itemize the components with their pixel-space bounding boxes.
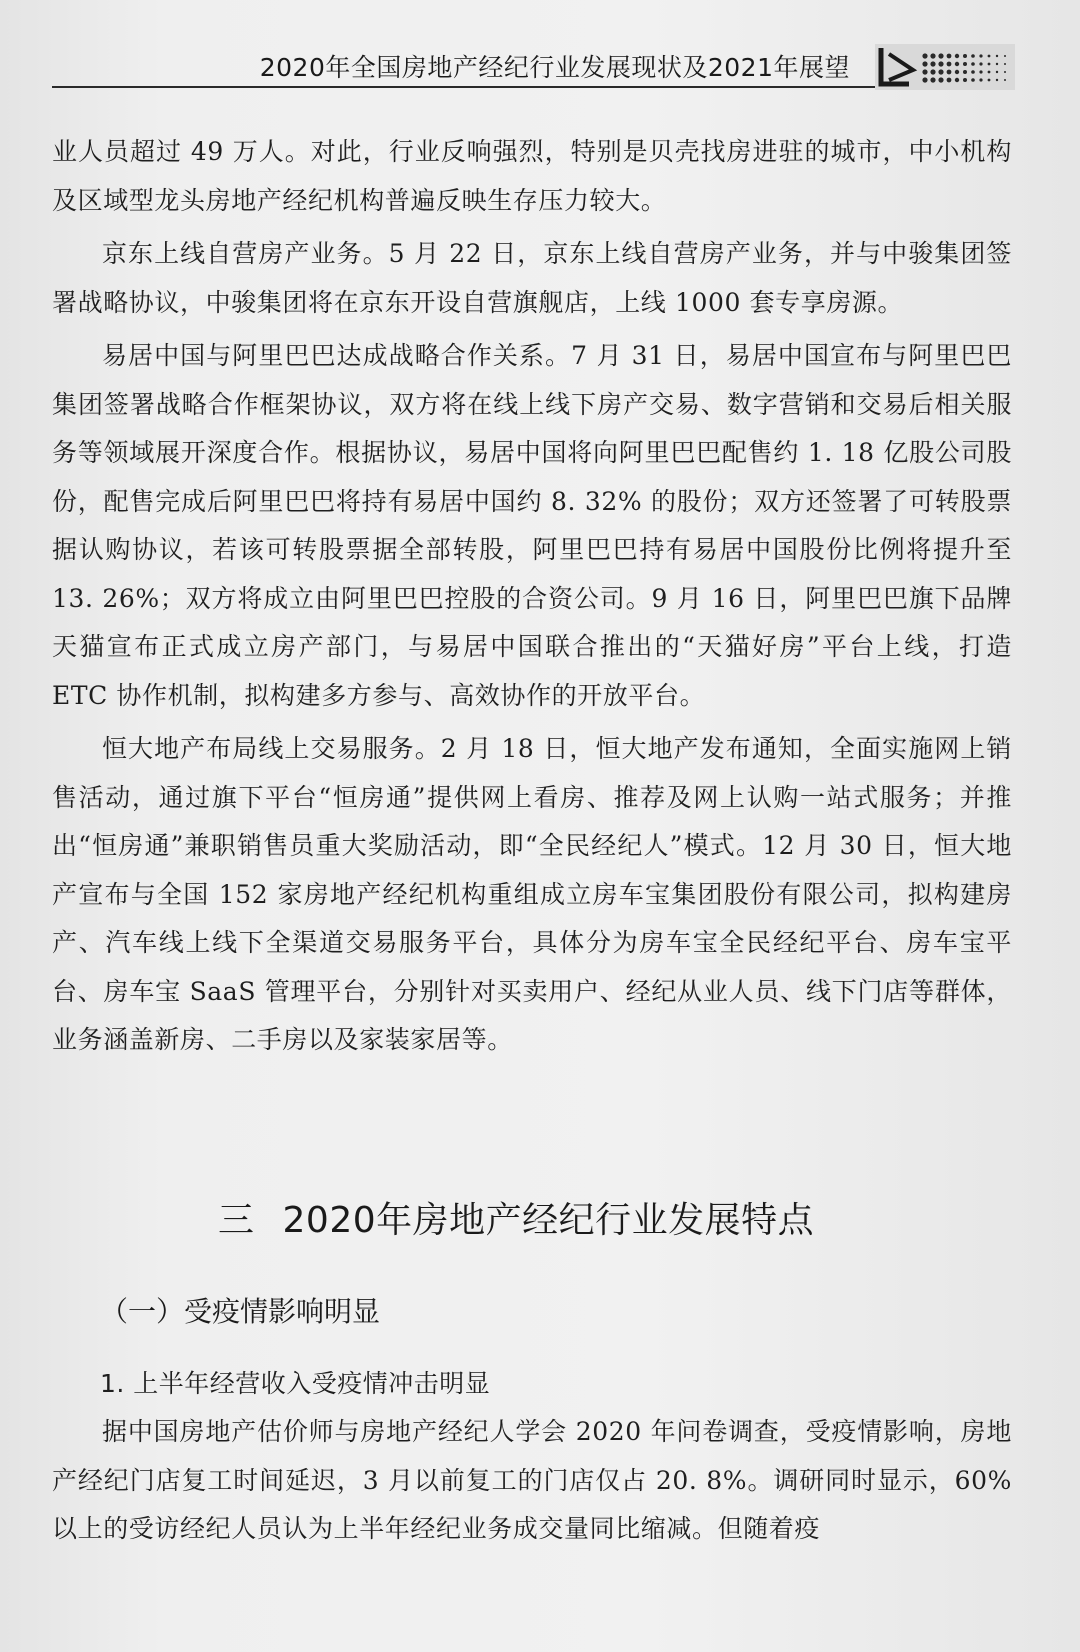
paragraph: 业人员超过 49 万人。对此，行业反响强烈，特别是贝壳找房进驻的城市，中小机构及区域型龙头房地产经纪机构普遍反映生存压力较大。 bbox=[52, 137, 1012, 215]
item-heading: 1. 上半年经营收入受疫情冲击明显 bbox=[100, 1369, 491, 1398]
paragraph: 恒大地产布局线上交易服务。2 月 18 日，恒大地产发布通知，全面实施网上销售活动，通过旗下平台“恒房通”提供网上看房、推荐及网上认购一站式服务；并推出“恒房通”兼职销售员重大奖励活动，即“全民经纪人”模式。12 月 30 日，恒大地产宣布与全国 152 家房地产经纪机构重组成立房车宝集团股份有限公司，拟构建房产、汽车线上线下全渠道交易服务平台，具体分为房车宝全民经纪平台、房车宝平台、房车宝 SaaS 管理平台，分别针对买卖用户、经纪从业人员、线下门店等群体，业务涵盖新房、二手房以及家装家居等。 bbox=[52, 734, 1012, 1054]
running-title: 2020年全国房地产经纪行业发展现状及2021年展望 bbox=[259, 53, 850, 82]
running-header bbox=[0, 40, 1080, 100]
section-number: 三 bbox=[218, 1200, 255, 1241]
paragraph: 京东上线自营房产业务。5 月 22 日，京东上线自营房产业务，并与中骏集团签署战略协议，中骏集团将在京东开设自营旗舰店，上线 1000 套专享房源。 bbox=[52, 239, 1012, 317]
paragraph: 易居中国与阿里巴巴达成战略合作关系。7 月 31 日，易居中国宣布与阿里巴巴集团签署战略合作框架协议，双方将在线上线下房产交易、数字营销和交易后相关服务等领域展开深度合作。根据协议，易居中国将向阿里巴巴配售约 1. 18 亿股公司股份，配售完成后阿里巴巴将持有易居中国约 8. 32% 的股份；双方还签署了可转股票据认购协议，若该可转股票据全部转股，阿里巴巴持有易居中国股份比例将提升至 13. 26%；双方将成立由阿里巴巴控股的合资公司。9 月 16 日，阿里巴巴旗下品牌天猫宣布正式成立房产部门，与易居中国联合推出的“天猫好房”平台上线，打造 ETC 协作机制，拟构建多方参与、高效协作的开放平台。 bbox=[52, 341, 1012, 710]
paragraph: 据中国房地产估价师与房地产经纪人学会 2020 年问卷调查，受疫情影响，房地产经纪门店复工时间延迟，3 月以前复工的门店仅占 20. 8%。调研同时显示，60% 以上的受访经纪人员认为上半年经纪业务成交量同比缩减。但随着疫 bbox=[52, 1417, 1012, 1543]
header-rule bbox=[52, 86, 1012, 88]
subsection-heading: （一）受疫情影响明显 bbox=[100, 1295, 381, 1328]
body-text bbox=[52, 128, 1012, 1065]
header-emblem-icon bbox=[875, 44, 1015, 90]
section-heading bbox=[218, 1192, 814, 1243]
section-title: 2020年房地产经纪行业发展特点 bbox=[282, 1200, 815, 1241]
body-text-continued bbox=[52, 1408, 1012, 1554]
